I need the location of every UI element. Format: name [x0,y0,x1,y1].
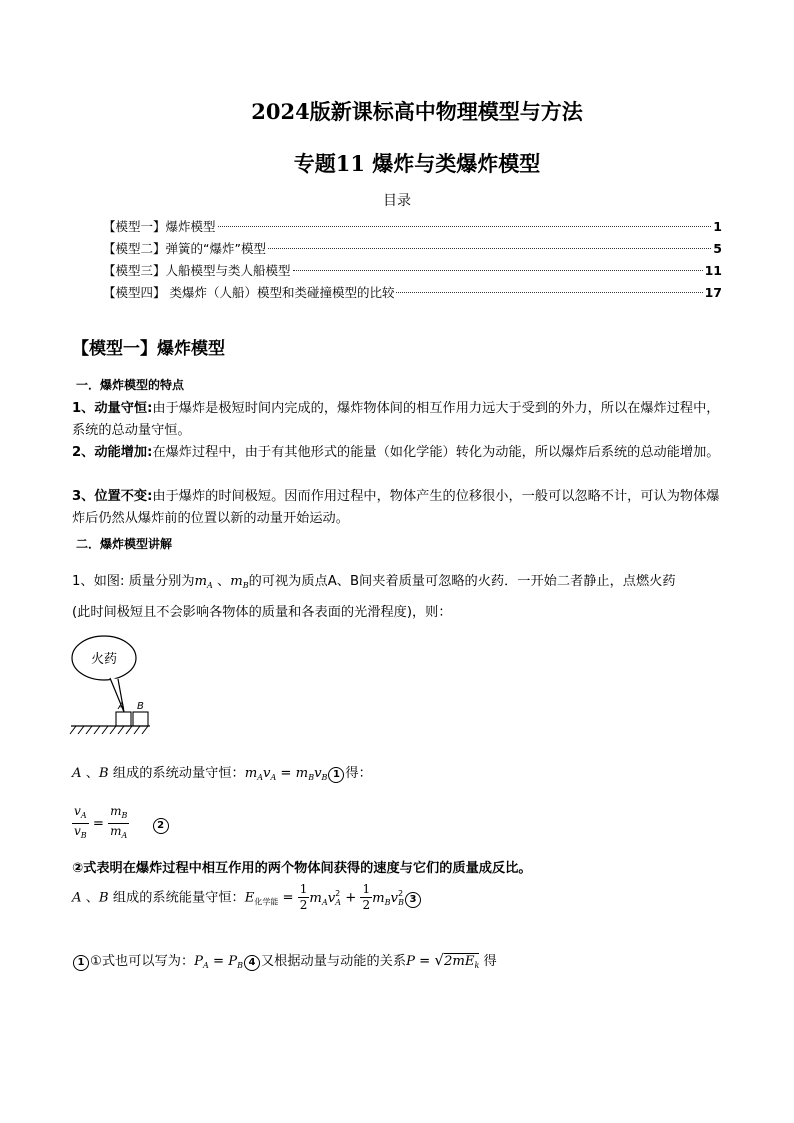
toc-entry-page: 11 [704,263,722,278]
example-text-line: (此时间极短且不会影响各物体的质量和各表面的光滑程度)，则： [72,605,452,620]
equation-energy: A 、B 组成的系统能量守恒：$E_{化学能}$ = $\frac{1}{2}$ $m_Av^2_A$ + $\frac{1}{2}$ $m_Bv^2_B$ 3 [72,882,422,913]
term-label: 3、位置不变: [72,489,153,504]
toc-heading: 目录 [383,193,411,209]
toc-entry-label: 【模型一】爆炸模型 [103,219,216,234]
figure-label-a: A [118,701,125,712]
term-label: 1、动量守恒: [72,401,153,416]
toc-entry-page: 17 [704,285,722,300]
toc-entry[interactable] [103,260,722,282]
equation-momentum: A 、B 组成的系统动量守恒：$m_Av_A = m_Bv_B$ 1 得： [72,766,372,782]
equation-ratio: $\frac{v_A}{v_B}$ = $\frac{m_B}{m_A}$ 2 [72,804,170,843]
paragraph-text: 由于爆炸是极短时间内完成的，爆炸物体间的相互作用力远大于受到的外力，所以在爆炸过程中，系统的总动量守恒。 [72,401,720,438]
toc-entry-label: 【模型三】人船模型与类人船模型 [103,263,291,278]
term-label: 2、动能增加: [72,445,153,460]
section-heading: 【模型一】爆炸模型 [72,339,225,359]
equation-note: ②式表明在爆炸过程中相互作用的两个物体间获得的速度与它们的质量成反比。 [72,861,532,876]
toc-entry[interactable] [103,216,722,238]
equation-number-1: 1 [328,767,344,783]
toc-entry-page: 5 [713,241,722,256]
toc-entry[interactable] [103,238,722,260]
figure-bubble-label: 火药 [90,652,118,667]
toc-leader [268,248,711,249]
paragraph-position [72,486,724,530]
toc-leader [293,270,703,271]
toc-entry-page: 1 [713,219,722,234]
toc-leader [218,226,712,227]
figure-label-b: B [137,701,144,712]
equation-momentum-energy: 1 ①式也可以写为：$P_A = P_B$ 4 又根据动量与动能的关系$P = √2mE_k$ 得 [72,950,497,971]
toc-entry-label: 【模型二】弹簧的“爆炸”模型 [103,241,266,256]
block-b [133,712,148,726]
equation-number-1: 1 [73,955,89,971]
example-text-line: 1、如图: 质量分别为$m_A$ 、$m_B$的可视为质点A、B间夹着质量可忽略的火药．一开始二者静止，点燃火药 [72,574,676,590]
explosion-figure [66,632,162,742]
toc-entry[interactable] [103,282,722,304]
document-title: 2024版新课标高中物理模型与方法 [251,99,583,124]
equation-number-2: 2 [153,818,169,834]
toc-leader [396,292,702,293]
subsection-heading: 一．爆炸模型的特点 [76,378,185,392]
table-of-contents [103,216,722,304]
block-a [116,712,131,726]
paragraph-text: 由于爆炸的时间极短。因而作用过程中，物体产生的位移很小，一般可以忽略不计，可认为物体爆炸后仍然从爆炸前的位置以新的动量开始运动。 [72,489,720,526]
paragraph-kinetic-energy [72,442,724,464]
paragraph-momentum [72,398,724,442]
toc-entry-label: 【模型四】 类爆炸（人船）模型和类碰撞模型的比较 [103,285,395,300]
subsection-heading: 二．爆炸模型讲解 [76,537,173,551]
equation-number-4: 4 [244,955,260,971]
paragraph-text: 在爆炸过程中，由于有其他形式的能量（如化学能）转化为动能，所以爆炸后系统的总动能增加。 [152,445,720,460]
equation-number-3: 3 [405,892,421,908]
document-subtitle: 专题11 爆炸与类爆炸模型 [293,151,541,176]
